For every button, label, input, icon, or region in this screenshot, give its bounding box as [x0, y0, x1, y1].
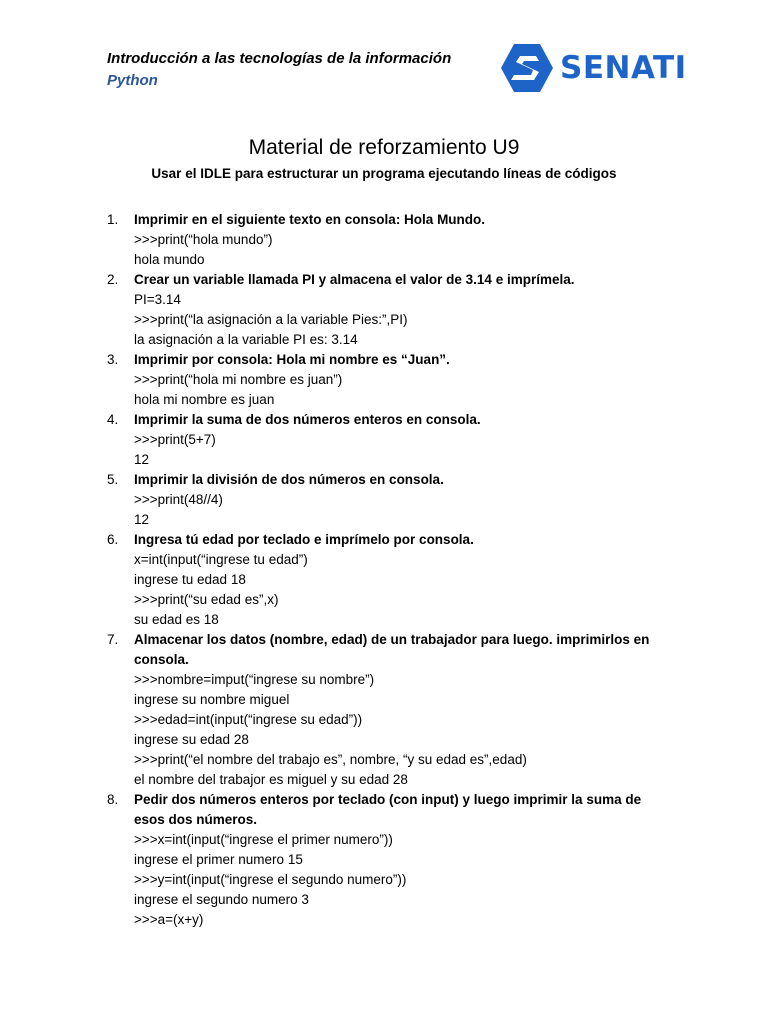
exercise-list [107, 210, 667, 930]
exercise-title: Ingresa tú edad por teclado e imprímelo por consola. [134, 532, 474, 547]
code-line: >>>nombre=imput(“ingrese su nombre”) [134, 672, 375, 687]
exercise-item [107, 630, 667, 790]
exercise-title: Imprimir la división de dos números en consola. [134, 472, 444, 487]
code-line: hola mundo [134, 252, 205, 267]
exercise-number: 7. [107, 632, 119, 647]
code-line: >>>print(“su edad es”,x) [134, 592, 279, 607]
code-line: hola mi nombre es juan [134, 392, 275, 407]
exercise-item [107, 410, 667, 470]
logo-text: SENATI [560, 49, 687, 86]
code-line: el nombre del trabajor es miguel y su edad 28 [134, 772, 408, 787]
code-line: 12 [134, 512, 150, 527]
header [107, 48, 451, 92]
exercise-item [107, 210, 667, 270]
exercise-item [107, 470, 667, 530]
code-line: ingrese el primer numero 15 [134, 852, 303, 867]
code-line: >>>print(“el nombre del trabajo es”, nombre, “y su edad es”,edad) [134, 752, 527, 767]
code-line: >>>x=int(input(“ingrese el primer numero”)) [134, 832, 393, 847]
code-line: >>>print(“hola mundo”) [134, 232, 273, 247]
code-line: ingrese su edad 28 [134, 732, 249, 747]
code-line: ingrese el segundo numero 3 [134, 892, 309, 907]
exercise-title: Imprimir la suma de dos números enteros en consola. [134, 412, 481, 427]
code-line: >>>edad=int(input(“ingrese su edad”)) [134, 712, 363, 727]
course-title: Introducción a las tecnologías de la información [107, 50, 452, 67]
code-line: x=int(input(“ingrese tu edad”) [134, 552, 308, 567]
exercise-title: Pedir dos números enteros por teclado (con input) y luego imprimir la suma de esos dos números. [134, 792, 642, 827]
document-title: Material de reforzamiento U9 [248, 136, 520, 159]
exercise-number: 2. [107, 272, 119, 287]
senati-emblem-icon [500, 42, 554, 94]
exercise-number: 5. [107, 472, 119, 487]
exercise-number: 1. [107, 212, 119, 227]
code-line: 12 [134, 452, 150, 467]
exercise-item [107, 530, 667, 630]
exercise-title: Imprimir en el siguiente texto en consola: Hola Mundo. [134, 212, 486, 227]
exercise-number: 4. [107, 412, 119, 427]
senati-logo [500, 42, 690, 94]
code-line: >>>print(5+7) [134, 432, 216, 447]
document-subtitle: Usar el IDLE para estructurar un programa ejecutando líneas de códigos [151, 166, 617, 181]
code-line: >>>print(“hola mi nombre es juan”) [134, 372, 343, 387]
code-line: la asignación a la variable PI es: 3.14 [134, 332, 358, 347]
code-line: >>>y=int(input(“ingrese el segundo numero”)) [134, 872, 407, 887]
exercise-title: Almacenar los datos (nombre, edad) de un trabajador para luego. imprimirlos en consola. [134, 632, 650, 667]
exercise-item [107, 790, 667, 930]
exercise-item [107, 350, 667, 410]
code-line: ingrese su nombre miguel [134, 692, 290, 707]
exercise-title: Crear un variable llamada PI y almacena el valor de 3.14 e imprímela. [134, 272, 575, 287]
exercise-number: 8. [107, 792, 119, 807]
code-line: >>>a=(x+y) [134, 912, 204, 927]
course-subtitle: Python [107, 72, 158, 89]
code-line: su edad es 18 [134, 612, 219, 627]
exercise-title: Imprimir por consola: Hola mi nombre es “Juan”. [134, 352, 450, 367]
code-line: PI=3.14 [134, 292, 181, 307]
code-line: >>>print(“la asignación a la variable Pies:”,PI) [134, 312, 408, 327]
exercise-item [107, 270, 667, 350]
exercise-number: 6. [107, 532, 119, 547]
code-line: ingrese tu edad 18 [134, 572, 246, 587]
exercise-number: 3. [107, 352, 119, 367]
code-line: >>>print(48//4) [134, 492, 223, 507]
